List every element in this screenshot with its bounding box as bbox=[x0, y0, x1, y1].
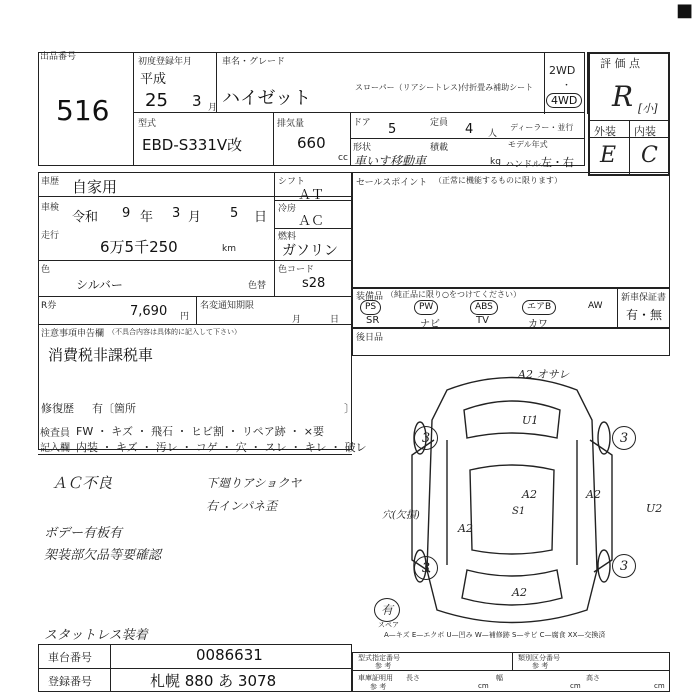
notes-label: 注意事項申告欄 bbox=[41, 329, 105, 339]
mileage-label: 走行 bbox=[41, 231, 60, 241]
ext-value: E bbox=[600, 143, 617, 168]
chassis-label: 車台番号 bbox=[48, 651, 92, 664]
sales-sub: （正常に機能するものに限ります） bbox=[434, 176, 562, 185]
first-reg-month-unit: 月 bbox=[208, 103, 218, 113]
doors-value: 5 bbox=[388, 122, 397, 137]
fuel-value: ガソリン bbox=[282, 243, 338, 259]
first-reg-era: 平成 bbox=[140, 72, 167, 87]
eval-sub: [小] bbox=[638, 102, 658, 115]
diag-legend: A—キズ E—エクボ U—凹み W—補修跡 S—サビ C—腐食 XX—交換済 bbox=[384, 631, 606, 639]
diag-3-tl: 3 bbox=[414, 426, 438, 450]
equipment-sub-3: カワ bbox=[528, 319, 548, 330]
dealer-label: ディーラー・並行 bbox=[510, 123, 574, 132]
handle-label: ハンドル bbox=[505, 160, 542, 170]
warranty-value: 有・無 bbox=[626, 308, 663, 322]
hgt-label: 高さ bbox=[586, 674, 600, 682]
repair-value: 有〔箇所 bbox=[92, 402, 136, 415]
load-label: 積載 bbox=[430, 143, 449, 153]
color-code-label: 色コード bbox=[278, 265, 315, 275]
chassis-value: 0086631 bbox=[196, 646, 263, 664]
diag-u1: U1 bbox=[522, 414, 539, 427]
recycle-value: 7,690 bbox=[130, 304, 168, 319]
capacity-value: 4 bbox=[465, 122, 474, 137]
shape-label: 形状 bbox=[353, 143, 372, 153]
writer-items: 内装 ・ キズ ・ 汚レ ・ コゲ ・ 穴 ・ スレ ・ キレ ・ 破レ bbox=[76, 441, 367, 454]
type-value: EBD-S331V改 bbox=[142, 136, 243, 154]
repair-label: 修復歴 bbox=[41, 402, 74, 415]
note-5: 架装部欠品等要確認 bbox=[44, 548, 162, 563]
diag-a2-right: A2 bbox=[586, 488, 601, 501]
plate-value: 札幌 880 あ 3078 bbox=[150, 672, 277, 690]
model-name-label: 車名・グレード bbox=[222, 57, 286, 67]
inspection-month: 3 bbox=[172, 206, 181, 221]
first-reg-year: 25 bbox=[145, 90, 168, 111]
recycle-label: R券 bbox=[41, 301, 57, 311]
diag-3-bl: 3 bbox=[414, 556, 438, 580]
wid-unit: cm bbox=[570, 682, 581, 690]
diag-a2-left: A2 bbox=[458, 522, 473, 535]
note-2: 下廻りアショクヤ bbox=[206, 476, 302, 490]
drive-4wd: 4WD bbox=[546, 93, 582, 108]
equipment-sub-1: ナビ bbox=[420, 319, 440, 330]
repair-end: 〕 bbox=[344, 402, 355, 415]
inspector-label: 検査員 bbox=[40, 428, 70, 439]
type-spec-label: 型式指定番号 bbox=[358, 654, 400, 662]
car-damage-diagram bbox=[352, 360, 670, 640]
spare-label: スペア bbox=[378, 621, 399, 629]
drive-dot: ・ bbox=[562, 81, 572, 91]
mileage-value: 6万5千250 bbox=[100, 238, 178, 256]
equipment-item-abs: ABS bbox=[470, 300, 498, 315]
doors-label: ドア bbox=[353, 118, 371, 128]
aircon-label: 冷房 bbox=[278, 204, 297, 214]
aircon-value: ＡＣ bbox=[298, 214, 325, 229]
color-code-value: s28 bbox=[302, 276, 326, 291]
note-1: ＡＣ不良 bbox=[52, 474, 113, 492]
drive-2wd: 2WD bbox=[549, 64, 576, 77]
color-label: 色 bbox=[41, 265, 51, 275]
inspection-label: 車検 bbox=[41, 203, 60, 213]
diag-right: U2 bbox=[646, 502, 663, 515]
usage-label: 車歴 bbox=[41, 177, 60, 187]
eval-label: 評 価 点 bbox=[600, 57, 640, 70]
capacity-unit: 人 bbox=[488, 129, 498, 139]
class-label: 類別区分番号 bbox=[518, 654, 560, 662]
post-box bbox=[352, 328, 670, 356]
inspection-day: 5 bbox=[230, 206, 239, 221]
recycle-unit: 円 bbox=[180, 312, 190, 322]
name-change-day: 日 bbox=[330, 315, 340, 325]
lot-label: 出品番号 bbox=[40, 52, 77, 62]
spare-mark: 有 bbox=[374, 598, 400, 622]
displacement-label: 排気量 bbox=[277, 119, 305, 129]
note-4: ボデー有板有 bbox=[44, 526, 123, 541]
model-name: ハイゼット bbox=[222, 88, 312, 109]
inspector-items: FW ・ キズ ・ 飛石 ・ ヒビ割 ・ リペア跡 ・ ×要 bbox=[76, 425, 324, 438]
type-spec-ref: 参 考 bbox=[375, 662, 392, 670]
eval-score: R bbox=[612, 80, 634, 113]
equipment-item-エアb: エアB bbox=[522, 300, 556, 315]
name-change-month: 月 bbox=[292, 315, 302, 325]
diag-s1: S1 bbox=[512, 506, 526, 517]
inspection-era: 令和 bbox=[72, 210, 99, 225]
usage-value: 自家用 bbox=[72, 178, 118, 196]
color-value: シルバー bbox=[76, 278, 123, 292]
ext-label: 外装 bbox=[594, 125, 616, 138]
lot-number: 516 bbox=[56, 94, 110, 127]
equipment-item-pw: PW bbox=[414, 300, 438, 315]
shape-value: 車いす移動車 bbox=[354, 154, 427, 168]
int-value: C bbox=[641, 143, 658, 168]
wid-label: 幅 bbox=[496, 674, 503, 682]
len-unit: cm bbox=[478, 682, 489, 690]
diag-3-br: 3 bbox=[612, 554, 636, 578]
shift-value: ＡＴ bbox=[298, 188, 325, 203]
note-6: スタットレス装着 bbox=[44, 628, 148, 643]
fuel-label: 燃料 bbox=[278, 232, 297, 242]
diag-top: A2 オサレ bbox=[518, 368, 570, 381]
capacity-label: 定員 bbox=[430, 118, 449, 128]
diag-a2-bottom: A2 bbox=[512, 586, 527, 599]
mileage-unit: km bbox=[222, 244, 236, 254]
warranty-label: 新車保証書 bbox=[621, 293, 667, 303]
hgt-unit: cm bbox=[654, 682, 665, 690]
equipment-sub-0: SR bbox=[366, 315, 380, 326]
first-reg-month: 3 bbox=[192, 92, 202, 110]
load-unit: kg bbox=[490, 157, 501, 167]
inspection-year-unit: 年 bbox=[140, 210, 154, 225]
inspection-month-unit: 月 bbox=[188, 210, 202, 225]
handle-value: 左・右 bbox=[541, 156, 574, 169]
writer-label: 記入欄 bbox=[40, 443, 70, 454]
cert-ref: 参 考 bbox=[370, 683, 387, 691]
equipment-sub-2: TV bbox=[476, 315, 489, 326]
equipment-item-aw: AW bbox=[588, 301, 603, 311]
diag-left: 穴(欠損) bbox=[382, 510, 420, 521]
diag-3-tr: 3 bbox=[612, 426, 636, 450]
plate-label: 登録番号 bbox=[48, 675, 92, 688]
shift-label: シフト bbox=[278, 177, 306, 187]
first-reg-label: 初度登録年月 bbox=[138, 57, 193, 67]
class-ref: 参 考 bbox=[532, 662, 549, 670]
int-label: 内装 bbox=[634, 125, 656, 138]
equip-label: 装備品 bbox=[356, 292, 384, 302]
diag-a2-center: A2 bbox=[522, 488, 537, 501]
corner-mark: ■ bbox=[676, 0, 694, 21]
name-change-label: 名変通知期限 bbox=[200, 301, 255, 311]
post-label: 後日品 bbox=[356, 333, 384, 343]
displacement-value: 660 bbox=[297, 134, 326, 152]
notes-value: 消費税非課税車 bbox=[48, 346, 154, 364]
color-tone-label: 色替 bbox=[248, 281, 267, 291]
type-label: 型式 bbox=[138, 119, 157, 129]
model-grade: スローパー（リアシートレス)付折畳み補助シート bbox=[355, 83, 534, 92]
len-label: 長さ bbox=[406, 674, 420, 682]
note-3: 右インパネ歪 bbox=[206, 499, 278, 513]
equipment-item-ps: PS bbox=[360, 300, 381, 315]
sales-box bbox=[352, 172, 670, 288]
inspection-year: 9 bbox=[122, 206, 131, 221]
notes-sub: （不具合内容は具体的に記入して下さい） bbox=[108, 328, 241, 336]
model-year-label: モデル年式 bbox=[508, 140, 548, 149]
displacement-unit: cc bbox=[338, 153, 348, 163]
equip-sub: （純正品に限り○をつけてください） bbox=[386, 290, 521, 299]
sales-label: セールスポイント bbox=[356, 178, 428, 188]
inspection-day-unit: 日 bbox=[254, 210, 268, 225]
cert-label: 車庫証明用 bbox=[358, 674, 393, 682]
